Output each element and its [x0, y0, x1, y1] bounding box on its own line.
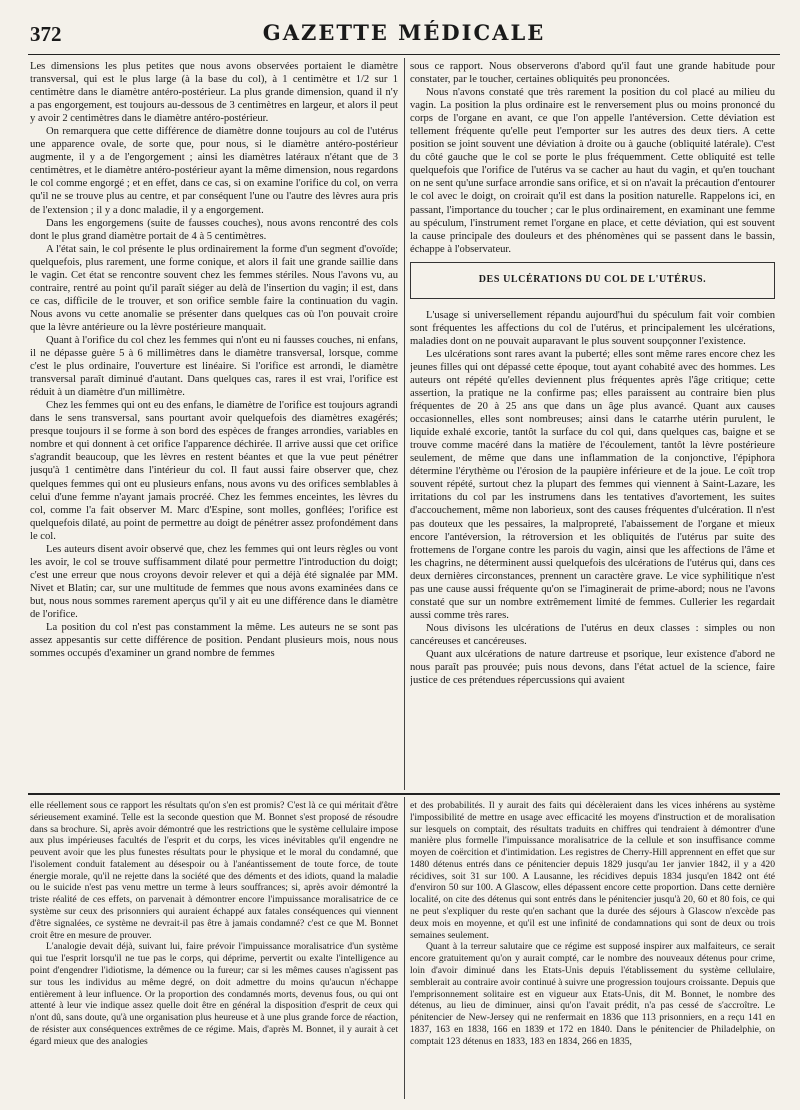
page-header [28, 20, 780, 55]
journal-title: GAZETTE MÉDICALE [262, 20, 546, 45]
right-column-top [410, 60, 775, 788]
paragraph: Chez les femmes qui ont eu des enfans, le diamètre de l'orifice est toujours agrandi dans le sens transversal, sans pourtant avoir quelquefois des diamètres exagérés; presque toujours il se forme à son bord des espèces de franges arrondies, variables en nombre et qui donnent à cet orifice l'apparence déchirée. Il arrive aussi que cet orifice s'agrandit beaucoup, que les lèvres en restent béantes et que la vue peut pénétrer jusqu'à 1 centimètre dans l'intérieur du col. Il faut aussi faire observer que, chez quelques femmes qui ont eu plusieurs enfans, nous avons vu des orifices semblables à celui d'une femme n'ayant jamais procréé. Chez les femmes enceintes, les lèvres du col, comme l'a fait observer M. Marc d'Espine, sont molles, gonflées; l'orifice est quelquefois dilaté, au point de permettre au doigt de pénétrer assez profondément dans le col. [30, 400, 398, 542]
paragraph: L'usage si universellement répandu aujourd'hui du spéculum fait voir combien sont fréquentes les affections du col de l'utérus, et principalement les ulcérations, maladies dont on ne pouvait auparavant le plus souvent soupçonner l'existence. [410, 309, 775, 347]
section-heading-box [410, 262, 775, 299]
paragraph: et des probabilités. Il y aurait des faits qui décèleraient dans les vices inhérens au système l'impossibilité de mettre en usage avec efficacité les moyens d'instruction et de moralisation sur lesquels on comptait, des résultats traduits en chiffres qui tendraient à démontrer d'une manière plus formelle l'impuissance moralisatrice de la cellule et son insuffisance comme moyen de coërcition et d'intimidation. Les registres de Cherry-Hill apprennent en effet que sur 1480 détenus entrés dans ce pénitencier depuis 1829 jusqu'au 1er janvier 1842, il y a 420 récidives, soit 31 sur 100. A Lausanne, les récidives depuis 1834 jusqu'en 1842 ont été d'environ 50 sur 100. A Glascow, elles dépassent encore cette proportion. Dans cette dernière localité, on cite des détenus qui sont entrés dans le pénitencier jusqu'à 20, 60 et 80 fois, ce qui ne peut s'expliquer du reste qu'en sachant que la durée des séjours à Glascow n'excède pas deux mois en moyenne, et qu'il est une infinité de condamnations qui sont de deux ou trois semaines seulement. [410, 800, 775, 941]
paragraph: Nous divisons les ulcérations de l'utérus en deux classes : simples ou non cancéreuses et cancéreuses. [410, 622, 775, 647]
paragraph: A l'état sain, le col présente le plus ordinairement la forme d'un segment d'ovoïde; quelquefois, plus rarement, une forme conique, et alors il fait une grande saillie dans le vagin. Cet état se rencontre souvent chez les femmes stériles. Nous l'avons vu, au contraire, rentré au point qu'il paraît siéger au delà de l'insertion du vagin; il est, dans ce cas, difficile de le trouver, et son orifice semble faire la continuation du vagin. Nous avons vu cette anomalie se présenter dans quelques cas où l'on pouvait croire que la lèvre antérieure ou la lèvre postérieure manquait. [30, 243, 398, 333]
paragraph: On remarquera que cette différence de diamètre donne toujours au col de l'utérus une apparence ovale, de sorte que, pour nous, si le diamètre antéro-postérieur augmente, il y a de l'engorgement ; ainsi les diamètres latéraux n'étant que de 3 centimètres, et le diamètre antéro-postérieur ayant la même dimension, nous regardons le col comme engorgé ; et en effet, dans ce cas, si on examine l'orifice du col, on verra qu'il ne se trouve plus au centre, et par conséquent l'une ou l'autre des lèvres aura pris de l'extension ; il y a donc maladie, il y a engorgement. [30, 126, 398, 216]
paragraph: Dans les engorgemens (suite de fausses couches), nous avons rencontré des cols dont le plus grand diamètre portait de 4 à 5 centimètres. [30, 217, 398, 242]
paragraph: Quant à la terreur salutaire que ce régime est supposé inspirer aux malfaiteurs, ce serait encore gratuitement qu'on y aurait compté, car le nombre des nouveaux détenus pour crime, loin d'avoir diminué dans les Etats-Unis depuis l'établissement du système cellulaire, semblerait au contraire avoir continué à suivre une progression toujours croissante. Depuis que l'emprisonnement solitaire est en vigueur aux Etats-Unis, dit M. Bonnet, le nombre des détenus, au lieu de diminuer, ainsi qu'on l'avait prédit, n'a pas cessé de s'accroître. Le pénitencier de New-Jersey qui ne renfermait en 1836 que 113 prisonniers, en a reçu 141 en 1837, 163 en 1838, 166 en 1839 et 172 en 1840. Dans le pénitencier de Philadelphie, on comptait 123 détenus en 1833, 183 en 1834, 266 en 1835, [410, 941, 775, 1047]
section-heading: DES ULCÉRATIONS DU COL DE L'UTÉRUS. [478, 273, 707, 285]
paragraph: Nous n'avons constaté que très rarement la position du col placé au milieu du vagin. La position la plus ordinaire est le renversement plus ou moins prononcé du corps de l'organe en avant, ce que l'on appelle l'antéversion. Cette déviation est tellement fréquente qu'elle peut l'emporter sur les autres des deux tiers. A cette position se joint souvent une déviation à droite ou à gauche (obliquité latérale). C'est du côté gauche que le col se porte le plus fréquemment. Cette obliquité est telle quelquefois que l'orifice de l'utérus va se cacher au haut du vagin, et qu'en touchant on ne sent qu'une surface arrondie sans orifice, et si on n'avait la précaution d'entourer le col avec le doigt, on croirait qu'il est dans la position naturelle. Rappelons ici, en passant, l'importance du toucher ; car le plus ordinairement, en examinant une femme au spéculum, l'instrument remet l'organe en place, et cette déviation, qui est souvent la cause principale des douleurs et des phénomènes qui se passent dans le bassin, échappe à l'observateur. [410, 87, 775, 255]
column-divider-top [404, 58, 405, 790]
horizontal-divider [28, 793, 780, 795]
left-column-top [30, 60, 398, 788]
paragraph: Les dimensions les plus petites que nous avons observées portaient le diamètre transversal, qui est le plus large (à la base du col), à 1 centimètre et 1/2 sur 1 centimètre dans le diamètre antéro-postérieur. La plus grande dimension, quand il n'y a pas engorgement, est toujours au-dessous de 3 centimètres en largeur, et alors il peut y avoir 2 centimètres dans le diamètre antéro-postérieur. [30, 61, 398, 125]
paragraph: elle réellement sous ce rapport les résultats qu'on s'en est promis? C'est là ce qui méritait d'être sérieusement examiné. Telle est la seconde question que M. Bonnet s'est proposé de résoudre dans sa brochure. Si, après avoir démontré que les restrictions que le système cellulaire impose aux plus impérieuses facultés de l'esprit et du corps, les vices inévitables qu'il engendre ne peuvent avoir que les plus funestes résultats pour le physique et le moral du condamné, que l'isolement conduit fatalement au désespoir ou à l'anéantissement de toute force, de toute énergie morale, qu'il ne rejette dans la société que des déments et des idiots, quand la maladie ou le suicide n'est pas venu mettre un terme à leurs souffrances; si, après avoir démontré la triste réalité de ces effets, on parvenait à démontrer encore l'impuissance moralisatrice de ce système sur ceux des prisonniers qui auraient échappé aux fatales conséquences qui viennent d'être signalées, ce système ne devrait-il pas être à jamais condamné? c'est ce que M. Bonnet croit être en mesure de prouver. [30, 800, 398, 941]
paragraph: Quant aux ulcérations de nature dartreuse et psorique, leur existence d'abord ne nous paraît pas prouvée; puis nous devons, dans l'état actuel de la science, faire justice de ces prétendues répercussions qui avaient [410, 648, 775, 687]
right-column-bottom [410, 800, 775, 1100]
paragraph: Les ulcérations sont rares avant la puberté; elles sont même rares encore chez les jeunes filles qui ont dépassé cette époque, tout ayant cohabité avec des hommes. Les auteurs ont répété qu'elles deviennent plus fréquentes après l'âge critique; cette assertion, la pratique ne la confirme pas; elles paraissent au contraire bien plus fréquentes de 20 à 25 ans que dans un âge plus avancé. Quant aux causes occasionnelles, elles sont nombreuses; ainsi dans le catarrhe utérin purulent, le liquide exhalé excorie, tantôt la surface du col qui, dans quelques cas, baigne et se trouve comme macéré dans la matière de l'écoulement, tantôt la lèvre postérieure seulement, de même que dans une inflammation de la conjonctive, l'épiphora détermine l'érythème ou l'érosion de la paupière inférieure et de la joue. Le coït trop souvent répété, surtout chez la plupart des femmes qui viennent à Saint-Lazare, les irritations du col par les instrumens dans les tentatives d'avortement, les suites d'accouchement, même non laborieux, sont des causes fréquentes d'ulcération. Il n'est pas douteux que les pessaires, la malpropreté, l'abaissement de l'organe et mieux encore l'antéversion, la rétroversion et les obliquités de l'utérus par suite des frottemens de l'organe contre les parois du vagin, ainsi que les affections de l'âme et les chagrins, ne déterminent aussi quelquefois des ulcérations de l'utérus qui, dans ces deux dernières circonstances, prennent un caractère grave. Le vice syphilitique n'est pas une cause aussi fréquente qu'on se l'imaginerait de prime-abord; nous ne l'avons constaté que sur un nombre extrêmement limité de femmes. Cullerier les regardait aussi comme très rares. [410, 348, 775, 621]
column-divider-bottom [404, 797, 405, 1099]
paragraph: La position du col n'est pas constamment la même. Les auteurs ne se sont pas assez appesantis sur cette différence de position. Pendant plusieurs mois, nous nous sommes occupés d'examiner un grand nombre de femmes [30, 622, 398, 660]
left-column-bottom [30, 800, 398, 1100]
paragraph: L'analogie devait déjà, suivant lui, faire prévoir l'impuissance moralisatrice d'un système qui tue l'esprit lorsqu'il ne tue pas le corps, qui déprime, pervertit ou exalte l'intelligence au point d'engendrer l'idiotisme, la démence ou la fureur; car si les mêmes causes n'agissent pas sur tous les individus au même degré, on doit admettre du moins qu'aucun n'échappe entièrement à leur influence. Or la proportion des condamnés morts, devenus fous, ou qui ont attenté à leur vie indique assez quelle doit être en général la disposition d'esprit de ceux qui n'ont dû, sans doute, qu'à une organisation plus heureuse et à une plus grande force de réaction, de résister aux conséquences extrêmes de ce régime. Mais, d'après M. Bonnet, il y aurait à cet égard mieux que des analogies [30, 941, 398, 1047]
paragraph: sous ce rapport. Nous observerons d'abord qu'il faut une grande habitude pour constater, par le toucher, certaines obliquités peu prononcées. [410, 61, 775, 86]
paragraph: Les auteurs disent avoir observé que, chez les femmes qui ont leurs règles ou vont les avoir, le col se trouve suffisamment dilaté pour permettre l'introduction du doigt; c'est une erreur que nous croyons devoir relever et qui a déjà été signalée par MM. Nivet et Blatin; car, sur une multitude de femmes que nous avons examinées dans ce but, nous nous sommes rarement aperçus qu'il y ait eu une différence dans le diamètre de l'orifice. [30, 543, 398, 620]
page-number: 372 [30, 22, 62, 46]
paragraph: Quant à l'orifice du col chez les femmes qui n'ont eu ni fausses couches, ni enfans, il ne dépasse guère 5 à 6 millimètres dans le diamètre transversal, lorsque, comme c'est le plus ordinaire, l'ouverture est linéaire. Si l'orifice est arrondi, le diamètre transversal paraît diminué d'autant. Dans quelques cas, rares il est vrai, l'orifice est réduit à un diamètre d'un millimètre. [30, 334, 398, 399]
